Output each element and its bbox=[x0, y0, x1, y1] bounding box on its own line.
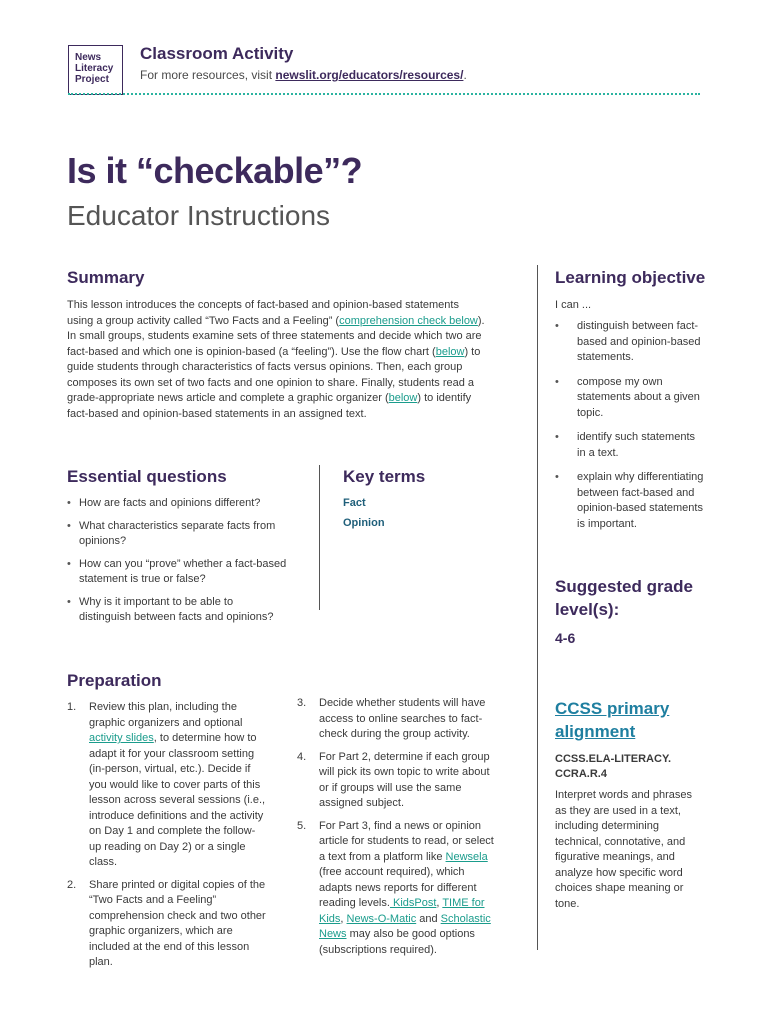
item-text: may also be good options (subscriptions required). bbox=[319, 928, 475, 956]
item-text: Share printed or digital copies of the “Two Facts and a Feeling” comprehension check and two other graphic organizers, which are included at the end of this lesson plan. bbox=[89, 878, 266, 968]
key-terms-heading: Key terms bbox=[343, 467, 426, 486]
classroom-activity-title: Classroom Activity bbox=[140, 44, 294, 63]
summary-part: ). In small groups, students examine sets of three statements and decide which two are fact-based and which one is opinion-based (a “feeling”). Use the flow chart ( bbox=[67, 314, 485, 358]
ccss-description: Interpret words and phrases as they are used in a text, including determining technical, connotative, and figurative meanings, and analyze how specific word choices shape meaning or tone. bbox=[555, 789, 692, 910]
ccss-alignment-heading[interactable]: CCSS primary alignment bbox=[555, 699, 670, 741]
graphic-organizer-link[interactable]: below bbox=[388, 392, 418, 404]
list-item: • What characteristics separate facts from opinions? bbox=[67, 519, 287, 550]
item-number: 4. bbox=[297, 750, 307, 763]
summary-heading: Summary bbox=[67, 268, 145, 287]
preparation-list-left bbox=[67, 700, 267, 978]
logo-line: Literacy bbox=[75, 63, 114, 74]
summary-part: This lesson introduces the concepts of fact-based and opinion-based statements using a group activity called “Two Facts and a Feeling” ( bbox=[67, 299, 459, 327]
newsela-link[interactable]: Newsela bbox=[445, 850, 488, 863]
scholastic-news-link[interactable]: Scholastic News bbox=[319, 912, 491, 940]
list-item: • identify such statements in a text. bbox=[555, 430, 705, 461]
key-terms-list bbox=[343, 497, 385, 537]
item-text: Decide whether students will have access to online searches to fact-check during the group activity. bbox=[319, 697, 486, 740]
logo-line: News bbox=[75, 52, 102, 63]
list-item: • distinguish between fact-based and opinion-based statements. bbox=[555, 319, 705, 366]
sidebar-divider bbox=[537, 265, 538, 950]
list-item bbox=[297, 819, 497, 959]
list-item: • explain why differentiating between fact-based and opinion-based statements is important. bbox=[555, 470, 705, 532]
item-text: Review this plan, including the graphic organizers and optional bbox=[89, 701, 243, 729]
news-literacy-project-logo bbox=[68, 45, 123, 95]
item-text: and bbox=[416, 912, 441, 925]
list-item bbox=[297, 696, 497, 743]
preparation-heading: Preparation bbox=[67, 671, 162, 690]
learning-objective-heading: Learning objective bbox=[555, 268, 706, 287]
list-item: • How are facts and opinions different? bbox=[67, 496, 287, 512]
news-o-matic-link[interactable]: News-O-Matic bbox=[346, 912, 417, 925]
preparation-list-right bbox=[297, 696, 497, 965]
comprehension-check-link[interactable]: comprehension check below bbox=[339, 314, 478, 327]
item-text: , to determine how to adapt it for your classroom setting (in-person, virtual, etc.). Decide if you would like to cover parts of this lesson across several sessions (i.e., introduce definitions and the activity on Day 1 and complete the follow-up reading on Day 2) or a single class. bbox=[89, 732, 266, 868]
ccss-code: CCSS.ELA-LITERACY. CCRA.R.4 bbox=[555, 753, 672, 780]
resources-prefix: For more resources, visit bbox=[140, 68, 276, 82]
learning-intro: I can ... bbox=[555, 299, 592, 311]
resources-suffix: . bbox=[463, 68, 467, 82]
list-item: • How can you “prove” whether a fact-based statement is true or false? bbox=[67, 557, 287, 588]
flow-chart-link[interactable]: below bbox=[435, 345, 465, 358]
item-text: For Part 3, find a news or opinion article for students to read, or select a text from a platform like bbox=[319, 819, 494, 863]
list-item bbox=[67, 878, 267, 971]
list-item bbox=[67, 700, 267, 871]
kidspost-link[interactable]: KidsPost bbox=[389, 897, 437, 909]
resources-link[interactable]: newslit.org/educators/resources/ bbox=[275, 68, 464, 82]
grade-level-heading: Suggested grade level(s): bbox=[555, 577, 693, 619]
grade-level-value: 4-6 bbox=[555, 630, 576, 646]
essential-questions-list bbox=[67, 496, 287, 633]
item-number: 3. bbox=[297, 697, 307, 709]
key-term-fact: Fact bbox=[343, 497, 366, 509]
item-number: 1. bbox=[67, 701, 77, 713]
list-item: • Why is it important to be able to distinguish between facts and opinions? bbox=[67, 595, 287, 626]
activity-slides-link[interactable]: activity slides bbox=[89, 732, 154, 744]
logo-line: Project bbox=[75, 74, 109, 85]
key-term-opinion: Opinion bbox=[343, 517, 385, 529]
dotted-divider bbox=[68, 93, 700, 95]
summary-part: ) to identify fact-based and opinion-based statements in an assigned text. bbox=[67, 392, 472, 420]
summary-part: ) to guide students through characteristics of facts versus opinions. Then, each group composes its own set of two facts and one opinion to share. Finally, students read a grade-appropriate news article and complete a graphic organizer ( bbox=[67, 345, 481, 404]
essential-questions-heading: Essential questions bbox=[67, 467, 227, 486]
item-number: 5. bbox=[297, 819, 307, 832]
page-subtitle: Educator Instructions bbox=[67, 200, 331, 231]
item-text: , bbox=[340, 912, 347, 925]
summary-text bbox=[67, 298, 487, 422]
column-divider bbox=[319, 465, 320, 610]
time-for-kids-link[interactable]: TIME for Kids bbox=[319, 897, 485, 925]
learning-objective-list bbox=[555, 319, 705, 541]
resources-line bbox=[140, 68, 467, 82]
item-text: (free account required), which adapts news reports for different reading levels. bbox=[319, 866, 477, 909]
item-number: 2. bbox=[67, 878, 77, 891]
list-item: • compose my own statements about a given topic. bbox=[555, 375, 705, 422]
page-title: Is it “checkable”? bbox=[67, 150, 363, 191]
item-text: For Part 2, determine if each group will pick its own topic to write about or if groups will use the same assigned subject. bbox=[319, 750, 490, 809]
item-text: , bbox=[436, 897, 440, 909]
list-item bbox=[297, 750, 497, 812]
